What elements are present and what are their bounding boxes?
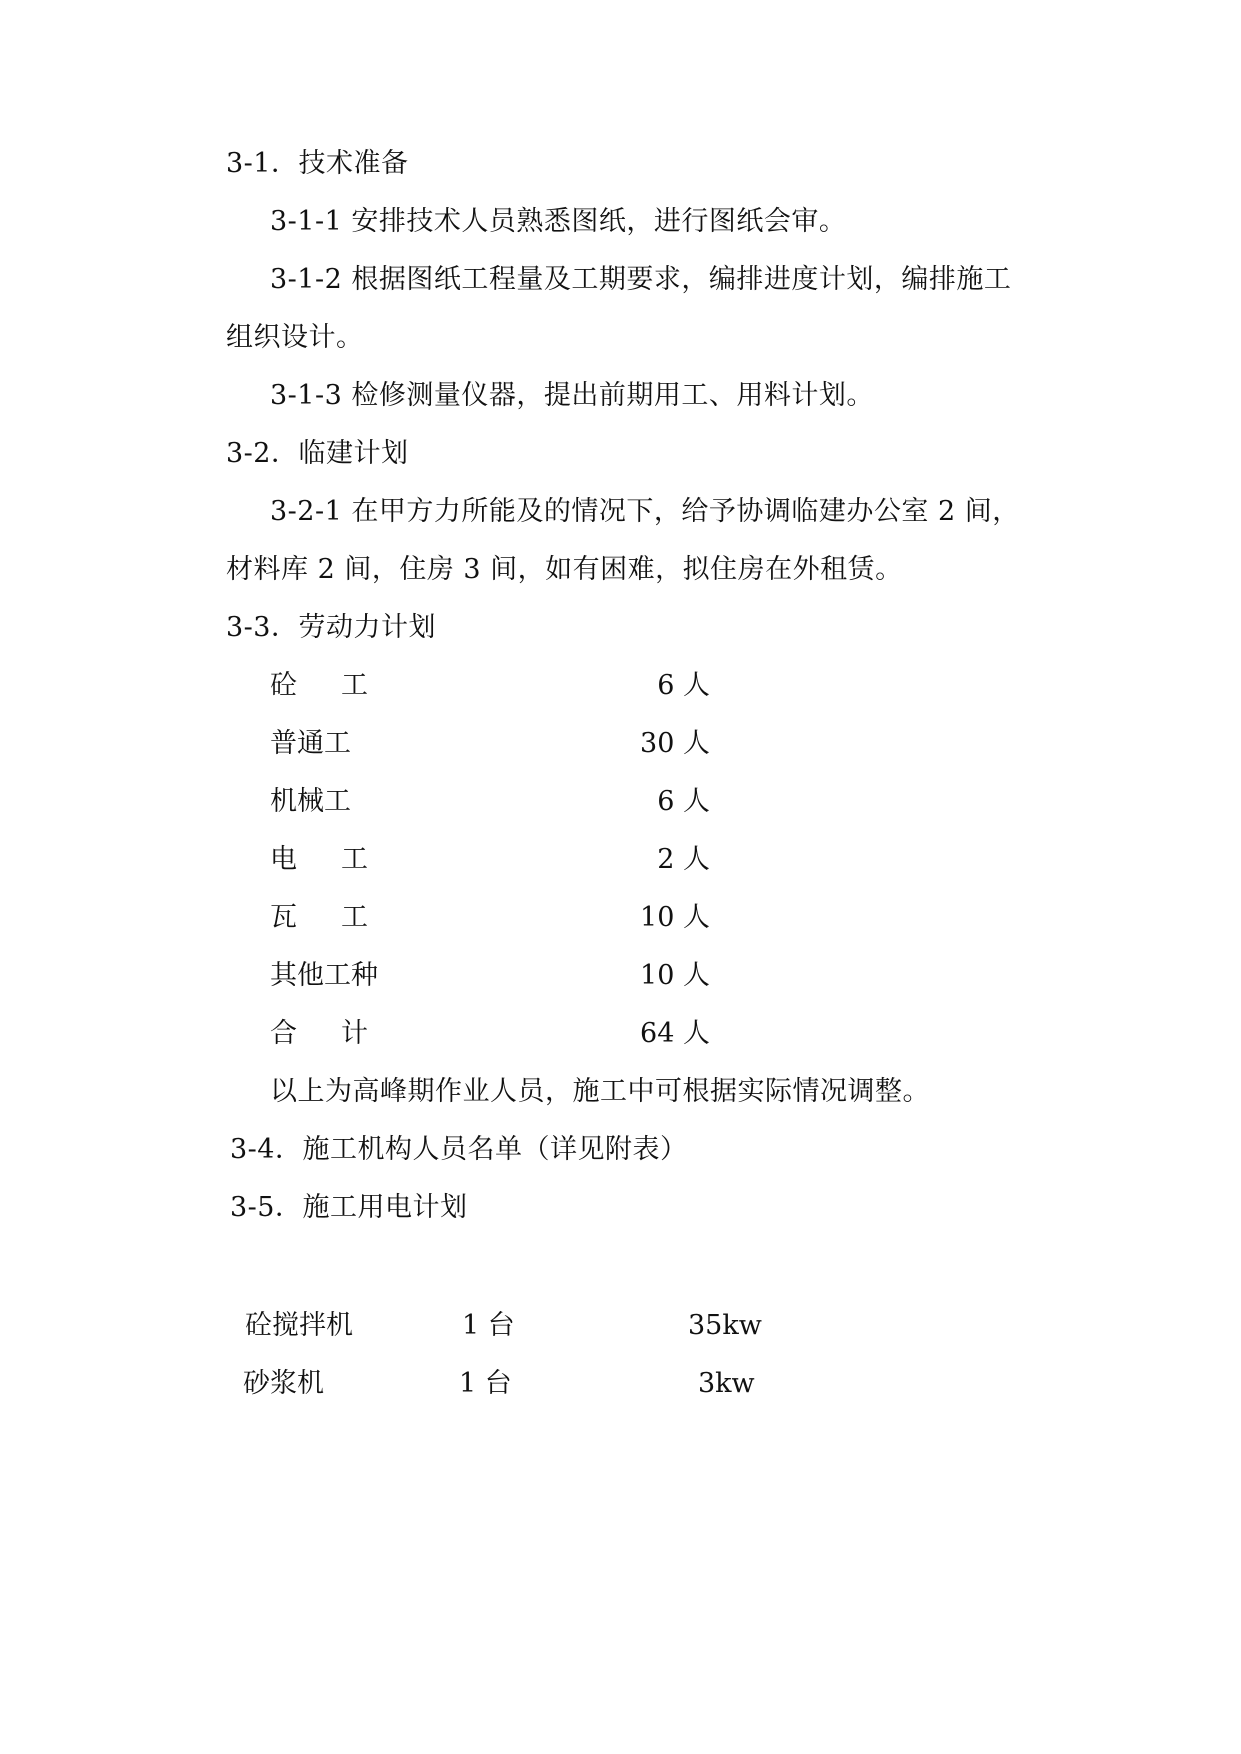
item-3-1-2-line2: 组织设计。 bbox=[226, 322, 364, 353]
equipment-name: 砂浆机 bbox=[243, 1368, 324, 1399]
item-3-2-1-line1: 3-2-1 在甲方力所能及的情况下，给予协调临建办公室 2 间， bbox=[270, 496, 1020, 527]
labor-count: 6 人 bbox=[657, 670, 710, 701]
equipment-qty: 1 台 bbox=[459, 1368, 512, 1399]
labor-row bbox=[270, 900, 710, 936]
item-3-1-2-line1: 3-1-2 根据图纸工程量及工期要求，编排进度计划，编排施工 bbox=[270, 264, 1012, 295]
labor-trade: 电工 bbox=[270, 844, 412, 875]
labor-count: 6 人 bbox=[657, 786, 710, 817]
item-3-2-1-line2: 材料库 2 间，住房 3 间，如有困难，拟住房在外租赁。 bbox=[226, 554, 903, 585]
equipment-qty: 1 台 bbox=[462, 1310, 515, 1341]
labor-count: 10 人 bbox=[640, 960, 710, 991]
labor-row bbox=[270, 842, 710, 878]
labor-count: 64 人 bbox=[640, 1018, 710, 1049]
labor-trade: 瓦工 bbox=[270, 902, 412, 933]
labor-count: 30 人 bbox=[640, 728, 710, 759]
labor-row bbox=[270, 726, 710, 762]
labor-trade: 砼工 bbox=[270, 670, 412, 701]
labor-row bbox=[270, 958, 710, 994]
labor-count: 2 人 bbox=[657, 844, 710, 875]
item-3-1-1: 3-1-1 安排技术人员熟悉图纸，进行图纸会审。 bbox=[270, 206, 847, 237]
equipment-row bbox=[0, 1366, 900, 1402]
equipment-row bbox=[0, 1308, 900, 1344]
equipment-power: 35kw bbox=[688, 1310, 762, 1341]
item-3-1-3: 3-1-3 检修测量仪器，提出前期用工、用料计划。 bbox=[270, 380, 874, 411]
labor-row bbox=[270, 784, 710, 820]
section-3-3-title: 3-3．劳动力计划 bbox=[226, 612, 436, 643]
equipment-power: 3kw bbox=[698, 1368, 755, 1399]
section-3-5-title: 3-5．施工用电计划 bbox=[230, 1192, 468, 1223]
section-3-1-title: 3-1．技术准备 bbox=[226, 148, 409, 179]
labor-count: 10 人 bbox=[640, 902, 710, 933]
labor-trade: 合计 bbox=[270, 1018, 412, 1049]
section-3-2-title: 3-2．临建计划 bbox=[226, 438, 409, 469]
equipment-name: 砼搅拌机 bbox=[245, 1310, 353, 1341]
labor-trade: 其他工种 bbox=[270, 960, 378, 991]
section-3-4-title: 3-4．施工机构人员名单（详见附表） bbox=[230, 1134, 688, 1165]
labor-trade: 机械工 bbox=[270, 786, 351, 817]
labor-row-total bbox=[270, 1016, 710, 1052]
labor-trade: 普通工 bbox=[270, 728, 351, 759]
labor-row bbox=[270, 668, 710, 704]
labor-note: 以上为高峰期作业人员，施工中可根据实际情况调整。 bbox=[270, 1076, 930, 1107]
